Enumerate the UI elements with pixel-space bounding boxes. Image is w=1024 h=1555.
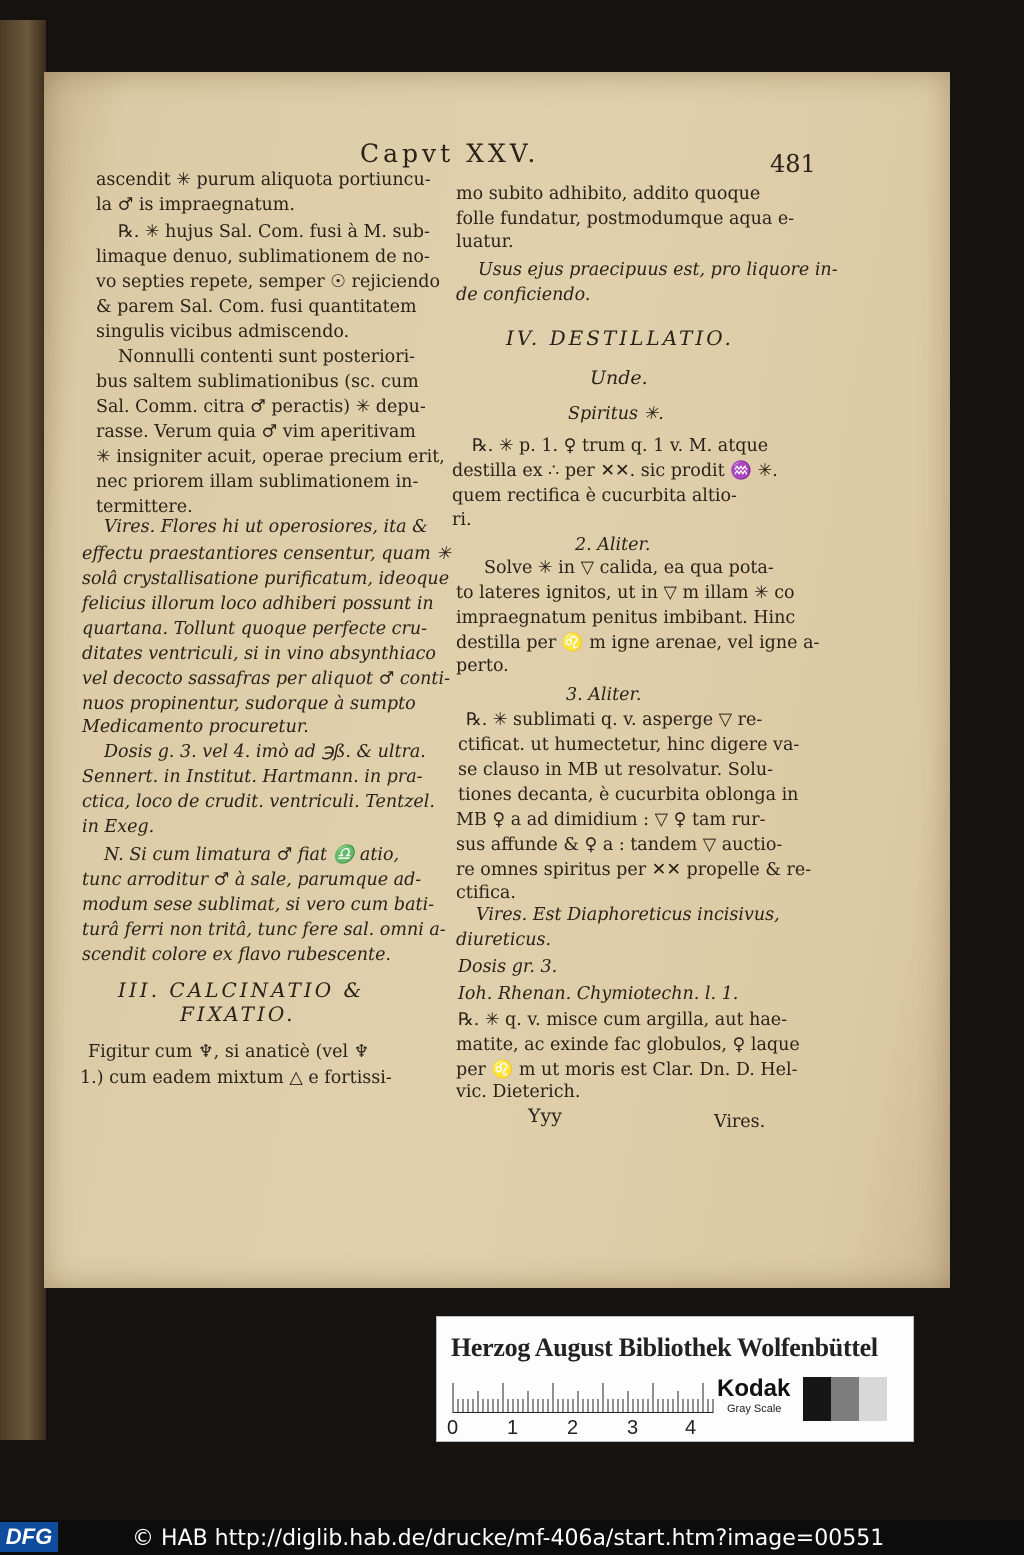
recipe-line: sus affunde & ♀ a : tandem ▽ auctio- [456, 835, 783, 855]
running-header: Capvt XXV. [360, 139, 540, 168]
recipe-line: ri. [452, 510, 472, 530]
text-line: vo septies repete, semper ☉ rejiciendo [96, 272, 441, 292]
recipe-line: tiones decanta, è cucurbita oblonga in [458, 785, 799, 805]
gray-swatch-light [859, 1377, 887, 1421]
vires-line: nuos propinentur, sudorque à sumpto [82, 694, 416, 714]
nota-line: tunc arroditur ♂ à sale, parumque ad- [82, 870, 422, 890]
vires-line: Vires. Flores hi ut operosiores, ita & [104, 517, 428, 537]
kodak-logo: Kodak [717, 1375, 791, 1402]
vires-line: felicius illorum loco adhiberi possunt in [82, 594, 434, 614]
text-line: Nonnulli contenti sunt posteriori- [118, 347, 416, 367]
recipe-line: re omnes spiritus per ✕✕ propelle & re- [456, 860, 812, 880]
dosis-line: in Exeg. [82, 817, 155, 837]
subheading: 2. Aliter. [575, 535, 651, 555]
text-line: nec priorem illam sublimationem in- [96, 472, 419, 492]
nota-line: scendit colore ex flavo rubescente. [82, 945, 391, 965]
text-line: impraegnatum penitus imbibant. Hinc [456, 608, 796, 628]
dosis-line: ctica, loco de crudit. ventriculi. Tentzel. [82, 792, 435, 812]
text-line: la ♂ is impraegnatum. [96, 195, 295, 215]
usus-line: de conficiendo. [456, 285, 591, 305]
text-line: ℞. ✳ hujus Sal. Com. fusi à M. sub- [118, 222, 430, 242]
vires-line: vel decocto sassafras per aliquot ♂ conti- [82, 669, 450, 689]
text-line: Solve ✳ in ▽ calida, ea qua pota- [484, 558, 774, 578]
recipe-line: se clauso in MB ut resolvatur. Solu- [458, 760, 774, 780]
vires-line: effectu praestantiores censentur, quam ✳ [82, 544, 451, 564]
ruler-label: 0 [447, 1417, 459, 1439]
credit-url[interactable]: © HAB http://diglib.hab.de/drucke/mf-406a/start.htm?image=00551 [132, 1526, 885, 1551]
vires-line: diureticus. [456, 930, 552, 950]
text-line: & parem Sal. Com. fusi quantitatem [96, 297, 417, 317]
dfg-logo: DFG [0, 1522, 58, 1552]
recipe-line: ctificat. ut humectetur, hinc digere va- [458, 735, 800, 755]
nota-line: modum sese sublimat, si vero cum bati- [82, 895, 435, 915]
vires-line: quartana. Tollunt quoque perfecte cru- [82, 619, 428, 639]
text-line: Figitur cum ♆, si anaticè (vel ♆ [88, 1042, 370, 1062]
section-heading: IV. DESTILLATIO. [506, 326, 734, 350]
ruler-label: 3 [627, 1417, 639, 1439]
text-line: limaque denuo, sublimationem de no- [96, 247, 430, 267]
signature-mark: Yyy [528, 1105, 563, 1127]
dosis-line: Dosis g. 3. vel 4. imò ad ℈ß. & ultra. [104, 742, 426, 762]
recipe-line: ℞. ✳ q. v. misce cum argilla, aut hae- [458, 1010, 788, 1030]
nota-line: turâ ferri non tritâ, tunc fere sal. omni a- [82, 920, 446, 940]
text-line: luatur. [456, 232, 514, 252]
color-reference-card [436, 1316, 914, 1442]
text-line: mo subito adhibito, addito quoque [456, 184, 761, 204]
text-line: singulis vicibus admiscendo. [96, 322, 350, 342]
recipe-line: ℞. ✳ sublimati q. v. asperge ▽ re- [466, 710, 763, 730]
vires-line: ditates ventriculi, si in vino absynthiaco [82, 644, 436, 664]
vires-line: Medicamento procuretur. [82, 717, 309, 737]
recipe-line: ctifica. [456, 883, 516, 903]
catchword: Vires. [714, 1112, 766, 1132]
gray-swatch-black [803, 1377, 831, 1421]
text-line: folle fundatur, postmodumque aqua e- [456, 209, 795, 229]
dosis-line: Sennert. in Institut. Hartmann. in pra- [82, 767, 423, 787]
text-line: Sal. Comm. citra ♂ peractis) ✳ depu- [96, 397, 426, 417]
recipe-line: destilla ex ∴ per ✕✕. sic prodit ♒ ✳. [452, 461, 778, 481]
text-line: termittere. [96, 497, 193, 517]
scale-ruler [451, 1375, 717, 1413]
recipe-line: MB ♀ a ad dimidium : ▽ ♀ tam rur- [456, 810, 766, 830]
nota-line: N. Si cum limatura ♂ fiat ♎ atio, [104, 845, 400, 865]
page-number: 481 [770, 150, 816, 178]
recipe-line: matite, ac exinde fac globulos, ♀ laque [456, 1035, 800, 1055]
text-line: rasse. Verum quia ♂ vim aperitivam [96, 422, 416, 442]
recipe-line: quem rectifica è cucurbita altio- [452, 486, 737, 506]
vires-line: Vires. Est Diaphoreticus incisivus, [476, 905, 780, 925]
text-line: bus saltem sublimationibus (sc. cum [96, 372, 419, 392]
text-line: ✳ insigniter acuit, operae precium erit, [96, 447, 445, 467]
section-heading: III. CALCINATIO & [118, 978, 365, 1002]
recipe-line: per ♌ m ut moris est Clar. Dn. D. Hel- [456, 1060, 798, 1080]
ruler-label: 4 [685, 1417, 697, 1439]
previous-page-edge [0, 20, 46, 1440]
subheading: Unde. [590, 367, 648, 389]
ruler-label: 1 [507, 1417, 519, 1439]
subheading: Spiritus ✳. [568, 404, 664, 424]
section-heading: FIXATIO. [180, 1002, 296, 1026]
text-line: destilla per ♌ m igne arenae, vel igne a- [456, 633, 820, 653]
usus-line: Usus ejus praecipuus est, pro liquore in- [478, 260, 838, 280]
recipe-line: ℞. ✳ p. 1. ♀ trum q. 1 v. M. atque [472, 436, 769, 456]
citation-line: Ioh. Rhenan. Chymiotechn. l. 1. [458, 984, 739, 1004]
text-line: ascendit ✳ purum aliquota portiuncu- [96, 170, 431, 190]
library-name: Herzog August Bibliothek Wolfenbüttel [451, 1333, 878, 1362]
vires-line: solâ crystallisatione purificatum, ideoque [82, 569, 450, 589]
gray-swatch-mid [831, 1377, 859, 1421]
recipe-line: vic. Dieterich. [456, 1082, 581, 1102]
subheading: 3. Aliter. [566, 685, 642, 705]
text-line: perto. [456, 656, 509, 676]
dosis-line: Dosis gr. 3. [458, 957, 558, 977]
text-line: to lateres ignitos, ut in ▽ m illam ✳ co [456, 583, 795, 603]
gray-scale-label: Gray Scale [727, 1403, 782, 1415]
ruler-label: 2 [567, 1417, 579, 1439]
text-line: 1.) cum eadem mixtum △ e fortissi- [80, 1068, 392, 1088]
